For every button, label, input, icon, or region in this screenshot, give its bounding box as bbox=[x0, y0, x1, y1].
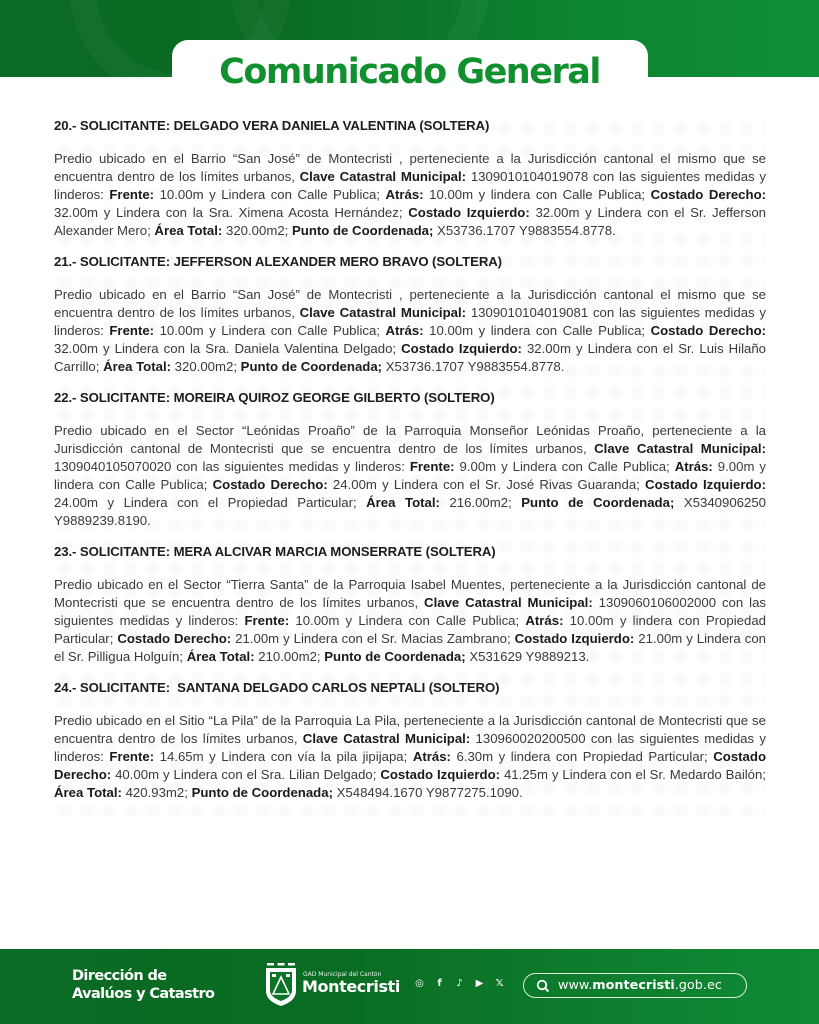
field-label: Costado Derecho: bbox=[650, 187, 767, 202]
field-label: Área Total: bbox=[154, 223, 223, 238]
tiktok-icon[interactable]: ♪ bbox=[456, 978, 463, 989]
field-label: Clave Catastral Municipal: bbox=[424, 595, 593, 610]
entry-heading: 22.- SOLICITANTE: MOREIRA QUIROZ GEORGE GILBERTO (SOLTERO) bbox=[54, 390, 495, 405]
field-label: Costado Izquierdo: bbox=[380, 767, 501, 782]
entry-body: Predio ubicado en el Barrio “San José” de Montecristi , perteneciente a la Jurisdicción cantonal el mismo que se encuentra dentro de los límites urbanos, Clave Catastral Municipal: 1309010104019078 con las siguientes medidas y linderos: Frente: 10.00m y Lindera con Calle Publica; Atrás: 10.00m y lindera con Calle Publica; Costado Derecho: 32.00m y Lindera con la Sra. Ximena Acosta Hernández; Costado Izquierdo: 32.00m y Lindera con el Sr. Jefferson Alexander Mero; Área Total: 320.00m2; Punto de Coordenada; X53736.1707 Y9883554.8778. bbox=[54, 151, 767, 238]
field-label: Atrás: bbox=[412, 749, 451, 764]
entry-heading: 21.- SOLICITANTE: JEFFERSON ALEXANDER MERO BRAVO (SOLTERA) bbox=[54, 254, 502, 269]
field-label: Clave Catastral Municipal: bbox=[299, 305, 467, 320]
field-label: Frente: bbox=[109, 187, 155, 202]
field-label: Atrás: bbox=[674, 459, 713, 474]
field-label: Clave Catastral Municipal: bbox=[302, 731, 471, 746]
field-label: Punto de Coordenada; bbox=[291, 223, 434, 238]
field-label: Costado Izquierdo: bbox=[408, 205, 530, 220]
website-url: www.montecristi.gob.ec bbox=[558, 978, 722, 993]
department-line-2: Avalúos y Catastro bbox=[72, 986, 215, 1002]
entry-body: Predio ubicado en el Sitio “La Pila” de la Parroquia La Pila, perteneciente a la Jurisdicción cantonal de Montecristi que se encuentra dentro de los límites urbanos, Clave Catastral Municipal: 130960020200500 con las siguientes medidas y linderos: Frente: 14.65m y Lindera con vía la pila jipijapa; Atrás: 6.30m y lindera con Propiedad Particular; Costado Derecho: 40.00m y Lindera con el Sra. Lilian Delgado; Costado Izquierdo: 41.25m y Lindera con el Sr. Medardo Bailón; Área Total: 420.93m2; Punto de Coordenada; X548494.1670 Y9877275.1090. bbox=[54, 713, 767, 800]
field-label: Clave Catastral Municipal: bbox=[594, 441, 766, 456]
entry bbox=[54, 254, 766, 376]
x-twitter-icon[interactable]: 𝕏 bbox=[495, 978, 504, 989]
field-label: Área Total: bbox=[366, 495, 440, 510]
field-label: Punto de Coordenada; bbox=[521, 495, 675, 510]
website-link[interactable] bbox=[523, 973, 747, 998]
field-label: Área Total: bbox=[103, 359, 171, 374]
youtube-icon[interactable]: ▶ bbox=[475, 978, 484, 989]
field-label: Frente: bbox=[109, 749, 155, 764]
field-label: Costado Derecho: bbox=[650, 323, 767, 338]
department-line-1: Dirección de bbox=[72, 968, 167, 984]
entry-body: Predio ubicado en el Sector “Leónidas Proaño” de la Parroquia Monseñor Leónidas Proaño, perteneciente a la Jurisdicción cantonal de Montecristi que se encuentra dentro de los límites urbanos, Clave Catastral Municipal: 1309040105070020 con las siguientes medidas y linderos: Frente: 9.00m y Lindera con Calle Publica; Atrás: 9.00m y lindera con Calle Publica; Costado Derecho: 24.00m y Lindera con el Sr. José Rivas Guaranda; Costado Izquierdo: 24.00m y Lindera con el Propiedad Particular; Área Total: 216.00m2; Punto de Coordenada; X5340906250 Y9889239.8190. bbox=[54, 423, 766, 528]
search-icon bbox=[536, 979, 550, 993]
entry bbox=[54, 118, 766, 240]
field-label: Costado Derecho: bbox=[212, 477, 328, 492]
department-name bbox=[72, 967, 214, 1003]
field-label: Punto de Coordenada; bbox=[191, 785, 333, 800]
entry-heading: 20.- SOLICITANTE: DELGADO VERA DANIELA VALENTINA (SOLTERA) bbox=[54, 118, 490, 133]
logo-title: Montecristi bbox=[302, 977, 400, 996]
field-label: Frente: bbox=[409, 459, 455, 474]
communique-content bbox=[54, 118, 766, 816]
field-label: Clave Catastral Municipal: bbox=[299, 169, 467, 184]
field-label: Punto de Coordenada; bbox=[240, 359, 383, 374]
entry bbox=[54, 544, 766, 666]
page-title: Comunicado General bbox=[219, 52, 600, 92]
entry-body: Predio ubicado en el Barrio “San José” de Montecristi , perteneciente a la Jurisdicción cantonal el mismo que se encuentra dentro de los límites urbanos, Clave Catastral Municipal: 1309010104019081 con las siguientes medidas y linderos: Frente: 10.00m y Lindera con Calle Publica; Atrás: 10.00m y lindera con Calle Publica; Costado Derecho: 32.00m y Lindera con la Sra. Daniela Valentina Delgado; Costado Izquierdo: 32.00m y Lindera con el Sr. Luis Hilaño Carrillo; Área Total: 320.00m2; Punto de Coordenada; X53736.1707 Y9883554.8778. bbox=[54, 287, 767, 374]
entry bbox=[54, 680, 766, 802]
field-label: Costado Izquierdo: bbox=[401, 341, 522, 356]
field-label: Área Total: bbox=[186, 649, 255, 664]
field-label: Atrás: bbox=[525, 613, 564, 628]
logo-subtitle: GAD Municipal del Cantón bbox=[303, 971, 382, 978]
field-label: Costado Derecho: bbox=[54, 749, 766, 782]
entry-body: Predio ubicado en el Sector “Tierra Santa” de la Parroquia Isabel Muentes, perteneciente a la Jurisdicción cantonal de Montecristi que se encuentra dentro de los límites urbanos, Clave Catastral Municipal: 1309060106002000 con las siguientes medidas y linderos: Frente: 10.00m y Lindera con Calle Publica; Atrás: 10.00m y lindera con Propiedad Particular; Costado Derecho: 21.00m y Lindera con el Sr. Macias Zambrano; Costado Izquierdo: 21.00m y Lindera con el Sr. Pilligua Holguín; Área Total: 210.00m2; Punto de Coordenada; X531629 Y9889213. bbox=[54, 577, 767, 664]
social-links bbox=[414, 977, 505, 990]
entry-heading: 23.- SOLICITANTE: MERA ALCIVAR MARCIA MONSERRATE (SOLTERA) bbox=[54, 544, 496, 559]
facebook-icon[interactable]: f bbox=[437, 978, 442, 989]
field-label: Costado Derecho: bbox=[117, 631, 232, 646]
field-label: Área Total: bbox=[54, 785, 122, 800]
entry bbox=[54, 390, 766, 530]
municipal-shield-icon bbox=[264, 963, 298, 1007]
field-label: Atrás: bbox=[385, 323, 424, 338]
field-label: Frente: bbox=[244, 613, 290, 628]
entry-heading: 24.- SOLICITANTE: SANTANA DELGADO CARLOS NEPTALI (SOLTERO) bbox=[54, 680, 500, 695]
field-label: Punto de Coordenada; bbox=[324, 649, 466, 664]
instagram-icon[interactable]: ◎ bbox=[415, 978, 424, 989]
field-label: Frente: bbox=[109, 323, 155, 338]
field-label: Costado Izquierdo: bbox=[645, 477, 766, 492]
field-label: Atrás: bbox=[385, 187, 424, 202]
field-label: Costado Izquierdo: bbox=[514, 631, 635, 646]
